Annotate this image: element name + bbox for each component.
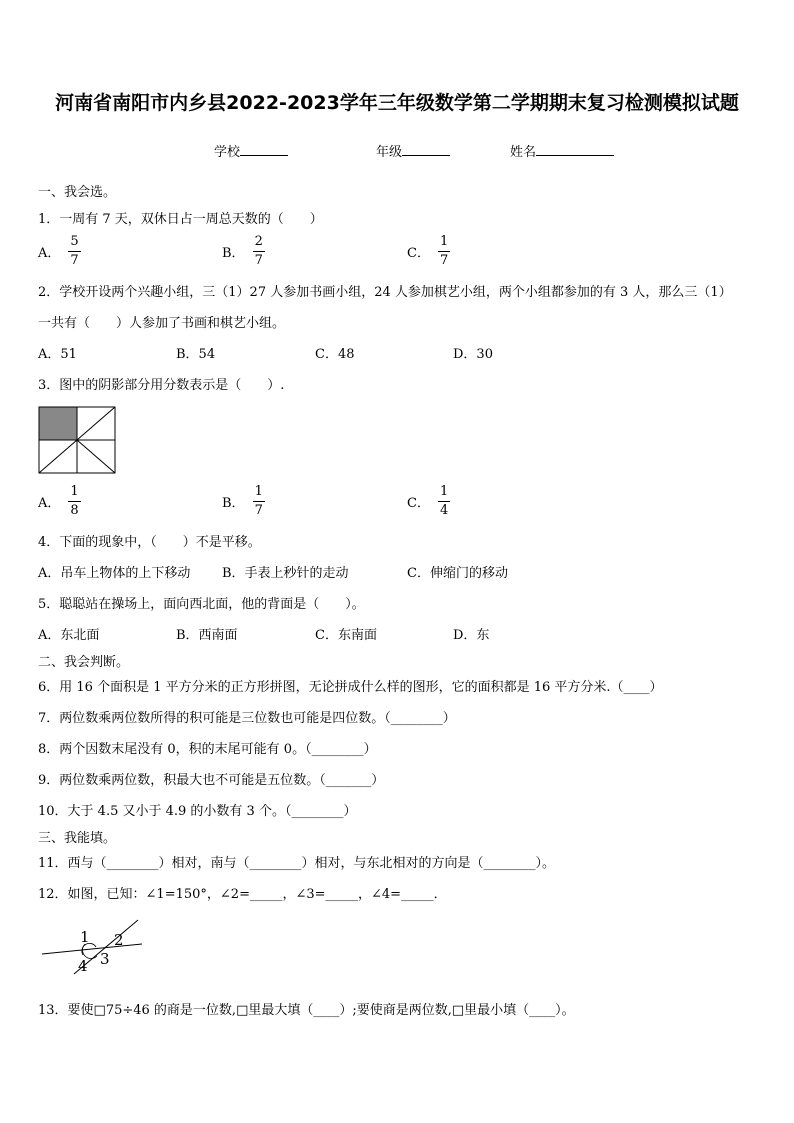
question-8: 8．两个因数末尾没有 0，积的末尾可能有 0。（________） — [38, 742, 377, 757]
question-2-line2: 一共有（ ）人参加了书画和棋艺小组。 — [38, 316, 286, 331]
angle-figure — [40, 912, 150, 982]
fraction: $\frac{1}{7}$ — [254, 484, 263, 518]
section-heading-1: 一、我会选。 — [38, 185, 117, 200]
shaded-region — [39, 407, 77, 440]
grade-label: 年级 — [376, 145, 403, 160]
angle-label-2: 2 — [114, 931, 124, 949]
fraction: $\frac{1}{8}$ — [70, 484, 79, 518]
q5-option-a[interactable]: A．东北面 — [38, 628, 100, 643]
q1-option-c[interactable] — [407, 235, 450, 268]
question-10: 10．大于 4.5 又小于 4.9 的小数有 3 个。（________） — [38, 804, 357, 819]
q2-option-c[interactable]: C．48 — [315, 347, 355, 362]
question-6: 6．用 16 个面积是 1 平方分米的正方形拼图，无论拼成什么样的图形，它的面积都是 16 平方分米.（____） — [38, 680, 663, 695]
question-13: 13．要使□75÷46 的商是一位数,□里最大填（____）;要使商是两位数,□里最小填（____）。 — [38, 1003, 575, 1018]
q3-option-c[interactable] — [407, 485, 450, 518]
angle-label-4: 4 — [78, 957, 88, 975]
question-1-text: 1．一周有 7 天，双休日占一周总天数的（ ） — [38, 212, 323, 227]
school-field[interactable] — [214, 141, 288, 160]
q3-option-b[interactable] — [222, 485, 265, 518]
school-label: 学校 — [214, 145, 241, 160]
q3-option-a[interactable] — [38, 485, 81, 518]
question-11: 11．西与（________）相对，南与（________）相对，与东北相对的方向是（________）。 — [38, 856, 556, 871]
fraction: $\frac{1}{4}$ — [439, 484, 449, 518]
angle-label-3: 3 — [100, 950, 110, 968]
name-field[interactable] — [510, 141, 614, 160]
fraction: $\frac{1}{7}$ — [439, 234, 449, 268]
q2-option-a[interactable]: A．51 — [38, 347, 77, 362]
q1-option-a[interactable] — [38, 235, 81, 268]
name-label: 姓名 — [510, 145, 537, 160]
option-letter: C． — [407, 246, 430, 261]
q1-option-b[interactable] — [222, 235, 265, 268]
option-letter: A． — [38, 246, 61, 261]
q5-option-c[interactable]: C．东南面 — [315, 628, 377, 643]
q4-option-a[interactable]: A．吊车上物体的上下移动 — [38, 566, 191, 581]
q2-option-b[interactable]: B．54 — [176, 347, 216, 362]
shaded-square-figure — [38, 406, 116, 474]
fraction: $\frac{2}{7}$ — [254, 234, 263, 268]
section-heading-2: 二、我会判断。 — [38, 655, 130, 670]
section-heading-3: 三、我能填。 — [38, 831, 117, 846]
question-12-text: 12．如图，已知：∠1=150°，∠2=_____，∠3=_____，∠4=_____． — [38, 887, 447, 902]
grade-field[interactable] — [376, 141, 450, 160]
option-letter: A． — [38, 496, 61, 511]
question-3-text: 3．图中的阴影部分用分数表示是（ ）. — [38, 378, 285, 393]
grade-blank[interactable] — [402, 141, 450, 156]
question-9: 9．两位数乘两位数，积最大也不可能是五位数。（_______） — [38, 773, 385, 788]
question-4-text: 4．下面的现象中，（ ）不是平移。 — [38, 535, 261, 550]
q4-option-b[interactable]: B．手表上秒针的走动 — [222, 566, 349, 581]
name-blank[interactable] — [536, 141, 614, 156]
q4-option-c[interactable]: C．伸缩门的移动 — [407, 566, 508, 581]
question-5-text: 5．聪聪站在操场上，面向西北面，他的背面是（ ）。 — [38, 597, 365, 612]
q5-option-b[interactable]: B．西南面 — [176, 628, 238, 643]
angle-label-1: 1 — [80, 928, 90, 946]
q5-option-d[interactable]: D．东 — [453, 628, 490, 643]
school-blank[interactable] — [240, 141, 288, 156]
question-2-line1: 2．学校开设两个兴趣小组，三（1）27 人参加书画小组，24 人参加棋艺小组，两个小组都参加的有 3 人，那么三（1） — [38, 285, 732, 300]
question-7: 7．两位数乘两位数所得的积可能是三位数也可能是四位数。（________） — [38, 711, 456, 726]
q2-option-d[interactable]: D．30 — [453, 347, 493, 362]
page-title: 河南省南阳市内乡县2022-2023学年三年级数学第二学期期末复习检测模拟试题 — [55, 92, 739, 114]
option-letter: B． — [222, 496, 245, 511]
fraction: $\frac{5}{7}$ — [70, 234, 79, 268]
option-letter: B． — [222, 246, 245, 261]
option-letter: C． — [407, 496, 430, 511]
